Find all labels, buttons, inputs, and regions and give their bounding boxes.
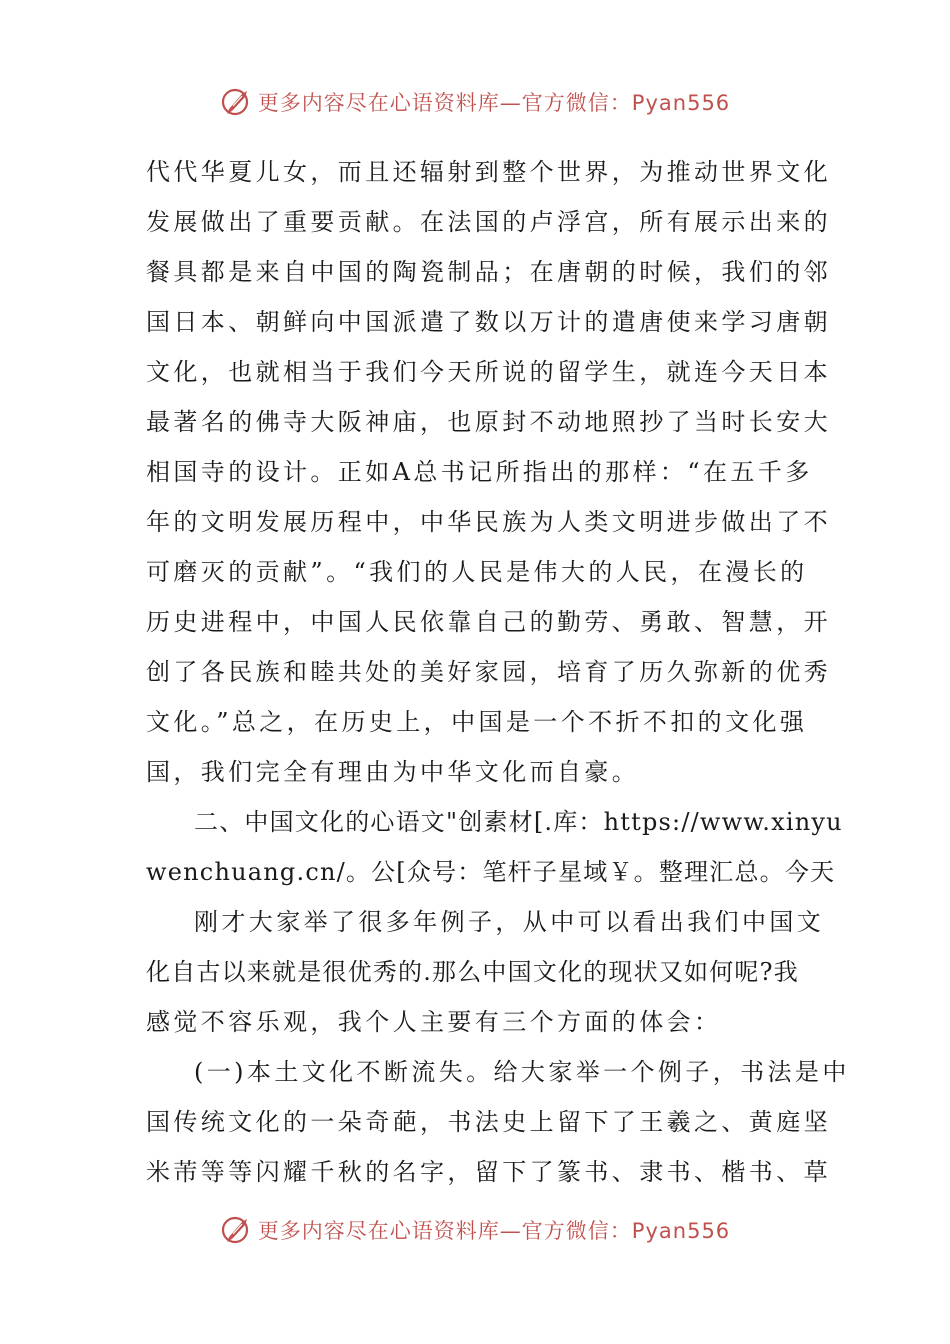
document-body	[146, 147, 850, 1197]
body-line: 国，我们完全有理由为中华文化而自豪。	[146, 758, 640, 786]
body-line: 最著名的佛寺大阪神庙，也原封不动地照抄了当时长安大	[146, 408, 831, 436]
body-line: 文化。”总之，在历史上，中国是一个不折不扣的文化强	[146, 708, 808, 736]
pen-nib-logo-icon	[220, 1213, 254, 1247]
header-banner	[0, 80, 950, 124]
body-line: 感觉不容乐观，我个人主要有三个方面的体会：	[146, 1008, 722, 1036]
body-line: 相国寺的设计。正如A总书记所指出的那样：“在五千多	[146, 458, 813, 486]
header-banner-text: 更多内容尽在心语资料库—官方微信：Pyan556	[257, 91, 731, 115]
body-line: 文化，也就相当于我们今天所说的留学生，就连今天日本	[146, 358, 831, 386]
body-line: 可磨灭的贡献”。“我们的人民是伟大的人民，在漫长的	[146, 558, 808, 586]
footer-banner	[0, 1208, 950, 1252]
body-line: 代代华夏儿女，而且还辐射到整个世界，为推动世界文化	[146, 158, 831, 186]
body-line: 创了各民族和睦共处的美好家园，培育了历久弥新的优秀	[146, 658, 831, 686]
body-line: 国传统文化的一朵奇葩，书法史上留下了王羲之、黄庭坚	[146, 1108, 831, 1136]
body-line: 发展做出了重要贡献。在法国的卢浮宫，所有展示出来的	[146, 208, 831, 236]
paragraph-start-line: 刚才大家举了很多年例子，从中可以看出我们中国文	[194, 908, 825, 936]
body-line: 化自古以来就是很优秀的.那么中国文化的现状又如何呢?我	[146, 958, 799, 986]
body-line: 国日本、朝鲜向中国派遣了数以万计的遣唐使来学习唐朝	[146, 308, 831, 336]
pen-nib-logo-icon	[220, 85, 254, 119]
footer-banner-text: 更多内容尽在心语资料库—官方微信：Pyan556	[257, 1219, 731, 1243]
body-line: 米芾等等闪耀千秋的名字，留下了篆书、隶书、楷书、草	[146, 1158, 831, 1186]
body-line: wenchuang.cn/。公[众号：笔杆子星域￥。整理汇总。今天	[146, 858, 836, 886]
subsection-heading-line: (一)本土文化不断流失。给大家举一个例子，书法是中	[194, 1058, 850, 1086]
section-heading-line: 二、中国文化的心语文"创素材[.库：https://www.xinyu	[194, 808, 843, 836]
body-line: 历史进程中，中国人民依靠自己的勤劳、勇敢、智慧，开	[146, 608, 831, 636]
body-line: 年的文明发展历程中，中华民族为人类文明进步做出了不	[146, 508, 831, 536]
body-line: 餐具都是来自中国的陶瓷制品；在唐朝的时候，我们的邻	[146, 258, 831, 286]
